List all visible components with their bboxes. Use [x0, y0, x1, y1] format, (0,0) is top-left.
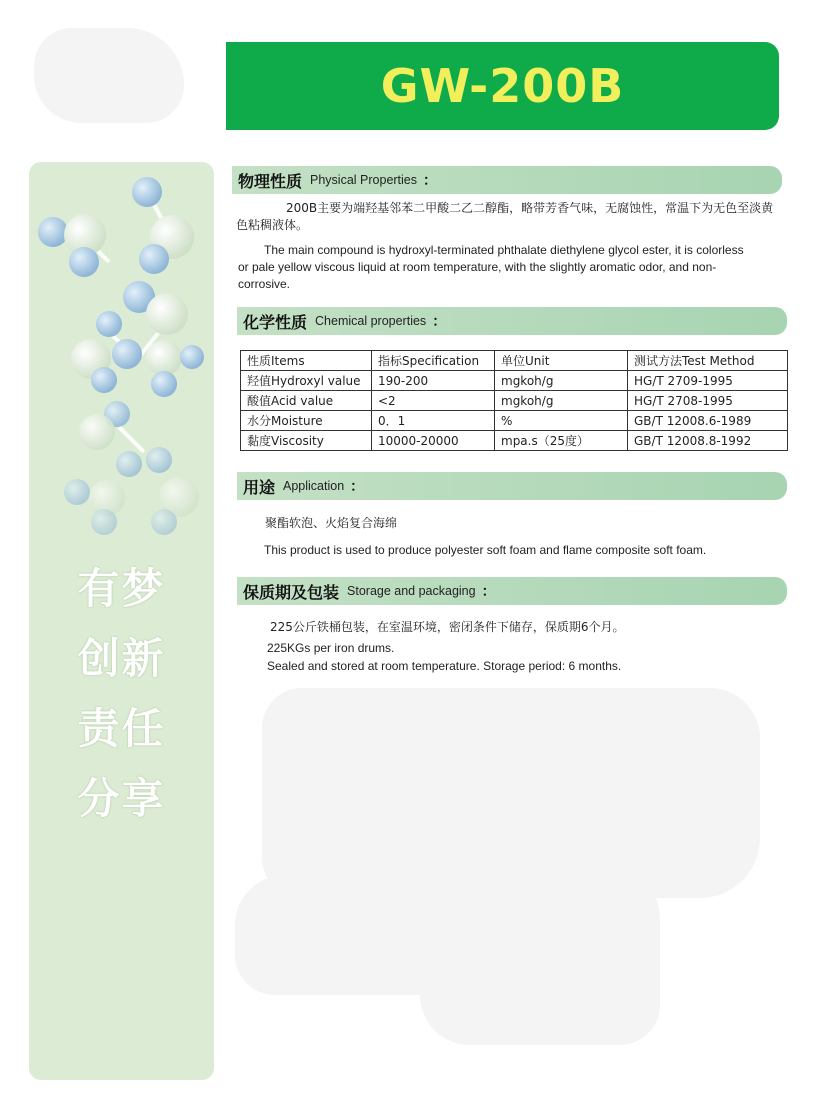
application-text-en: This product is used to produce polyester soft foam and flame composite soft foam.: [264, 543, 707, 557]
chemical-properties-table: [240, 350, 788, 451]
table-cell: 酸值Acid value: [241, 391, 372, 411]
section-title-zh: 用途: [243, 477, 276, 497]
table-cell: GB/T 12008.6-1989: [628, 411, 788, 431]
table-cell: <2: [372, 391, 495, 411]
storage-text-zh: 225公斤铁桶包装，在室温环境，密闭条件下储存，保质期6个月。: [270, 620, 625, 634]
storage-text-en-line2: Sealed and stored at room temperature. Storage period: 6 months.: [267, 659, 622, 673]
table-header: 性质Items: [241, 351, 372, 371]
table-cell: HG/T 2708-1995: [628, 391, 788, 411]
section-colon: ：: [350, 479, 365, 495]
physical-text-zh: 200B主要为端羟基邻苯二甲酸二乙二醇酯，略带芳香气味，无腐蚀性，常温下为无色至淡黄色粘稠液体。: [236, 201, 774, 232]
section-title-zh: 化学性质: [243, 312, 308, 332]
table-cell: 190-200: [372, 371, 495, 391]
section-colon: ：: [432, 314, 447, 330]
section-colon: ：: [481, 584, 496, 600]
section-title-zh: 物理性质: [238, 171, 303, 191]
table-row: [241, 371, 788, 391]
table-cell: 羟值Hydroxyl value: [241, 371, 372, 391]
section-title-en: Application: [283, 479, 345, 493]
blank-area: [420, 860, 660, 1045]
slogan-line: 分享: [77, 774, 166, 823]
top-left-blank-area: [34, 28, 184, 123]
table-header: 单位Unit: [495, 351, 628, 371]
table-cell: mgkoh/g: [495, 371, 628, 391]
table-cell: 水分Moisture: [241, 411, 372, 431]
table-cell: GB/T 12008.8-1992: [628, 431, 788, 451]
molecule-illustration: [29, 162, 214, 562]
table-header: 指标Specification: [372, 351, 495, 371]
section-title-zh: 保质期及包装: [243, 582, 340, 602]
table-row: [241, 391, 788, 411]
slogan-line: 责任: [77, 704, 166, 753]
table-header-row: [241, 351, 788, 371]
application-text-zh: 聚酯软泡、火焰复合海绵: [265, 516, 398, 530]
section-title-en: Storage and packaging: [347, 584, 476, 598]
physical-properties-heading: [232, 166, 782, 194]
decorative-sidebar: [29, 162, 214, 1080]
slogan-line: 创新: [77, 634, 166, 683]
storage-text-en-line1: 225KGs per iron drums.: [267, 641, 395, 655]
title-banner: [226, 42, 779, 130]
section-colon: ：: [423, 173, 438, 189]
storage-heading: [237, 577, 787, 605]
table-cell: mgkoh/g: [495, 391, 628, 411]
section-title-en: Chemical properties: [315, 314, 427, 328]
application-heading: [237, 472, 787, 500]
table-cell: %: [495, 411, 628, 431]
slogan-line: 有梦: [77, 564, 166, 613]
table-cell: 0．1: [372, 411, 495, 431]
table-row: [241, 431, 788, 451]
physical-text-en: The main compound is hydroxyl-terminated phthalate diethylene glycol ester, it is colorless or pale yellow viscous liquid at room temperature, with the slightly aromatic odor, and non-corrosive.: [238, 243, 744, 291]
table-cell: HG/T 2709-1995: [628, 371, 788, 391]
slogan: [29, 554, 214, 834]
table-cell: 10000-20000: [372, 431, 495, 451]
table-header: 测试方法Test Method: [628, 351, 788, 371]
section-title-en: Physical Properties: [310, 173, 418, 187]
chemical-properties-heading: [237, 307, 787, 335]
table-cell: 黏度Viscosity: [241, 431, 372, 451]
table-cell: mpa.s（25度）: [495, 431, 628, 451]
product-title: GW-200B: [380, 59, 625, 113]
table-row: [241, 411, 788, 431]
